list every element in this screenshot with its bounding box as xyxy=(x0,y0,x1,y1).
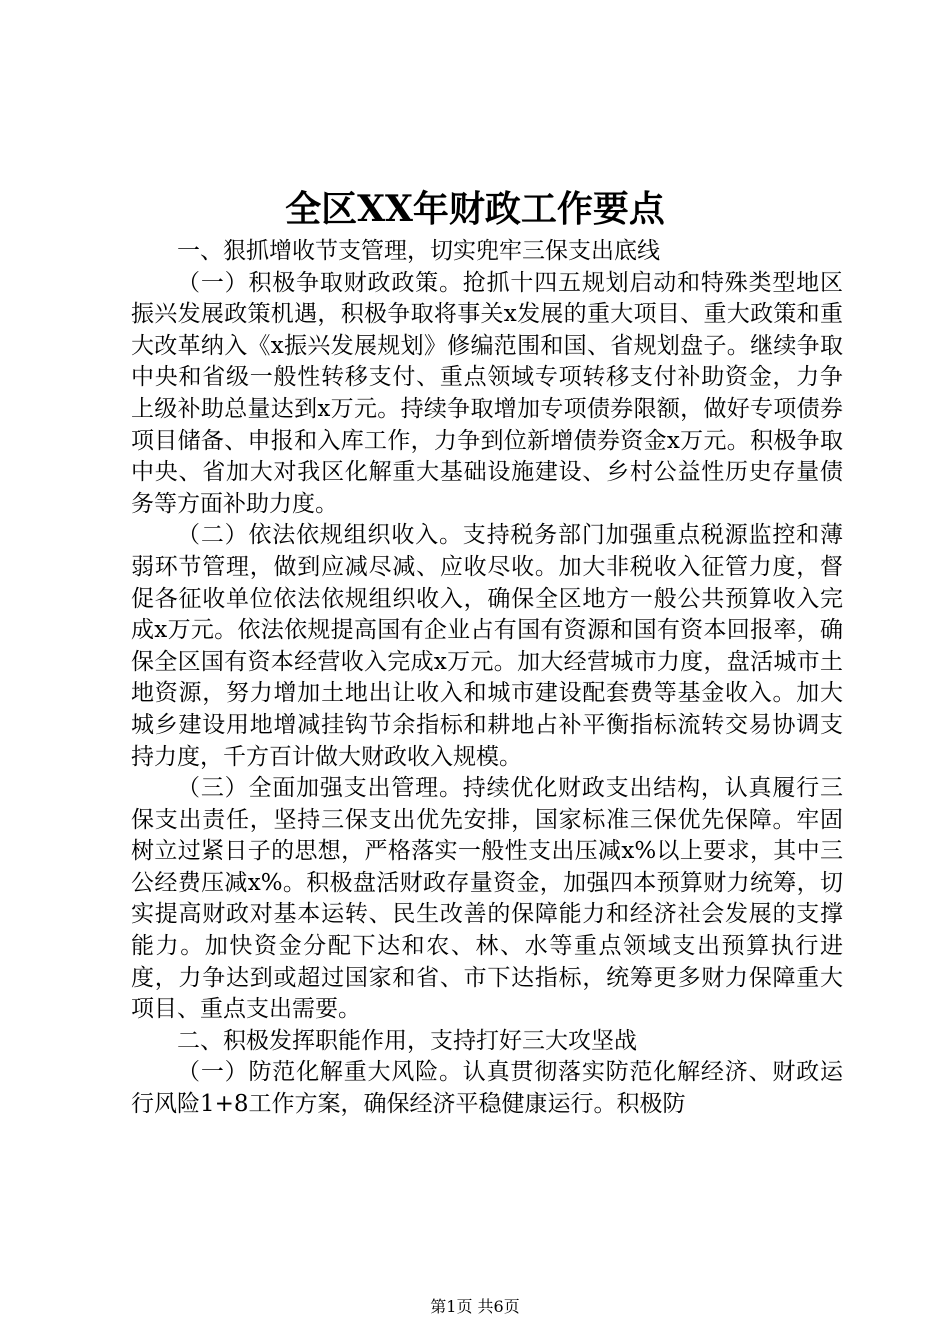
document-title: 全区XX年财政工作要点 xyxy=(285,188,665,230)
paragraph-1-2: （二）依法依规组织收入。支持税务部门加强重点税源监控和薄弱环节管理，做到应减尽减、应收尽收。加大非税收入征管力度，督促各征收单位依法依规组织收入，确保全区地方一般公共预算收入完成x万元。依法依规提高国有企业占有国有资源和国有资本回报率，确保全区国有资本经营收入完成x万元。加大经营城市力度，盘活城市土地资源，努力增加土地出让收入和城市建设配套费等基金收入。加大城乡建设用地增减挂钩节余指标和耕地占补平衡指标流转交易协调支持力度，千方百计做大财政收入规模。 xyxy=(131,522,843,770)
page-footer: 第1页 共6页 xyxy=(430,1297,520,1316)
section-heading-2: 二、积极发挥职能作用，支持打好三大攻坚战 xyxy=(177,1027,637,1054)
document-body xyxy=(131,236,843,1121)
paragraph-1-3: （三）全面加强支出管理。持续优化财政支出结构，认真履行三保支出责任，坚持三保支出优先安排，国家标准三保优先保障。牢固树立过紧日子的思想，严格落实一般性支出压减x%以上要求，其中三公经费压减x%。积极盘活财政存量资金，加强四本预算财力统筹，切实提高财政对基本运转、民生改善的保障能力和经济社会发展的支撑能力。加快资金分配下达和农、林、水等重点领域支出预算执行进度，力争达到或超过国家和省、市下达指标，统筹更多财力保障重大项目、重点支出需要。 xyxy=(131,775,843,1023)
paragraph-1-1: （一）积极争取财政政策。抢抓十四五规划启动和特殊类型地区振兴发展政策机遇，积极争取将事关x发展的重大项目、重大政策和重大改革纳入《x振兴发展规划》修编范围和国、省规划盘子。继续争取中央和省级一般性转移支付、重点领域专项转移支付补助资金，力争上级补助总量达到x万元。持续争取增加专项债券限额，做好专项债券项目储备、申报和入库工作，力争到位新增债券资金x万元。积极争取中央、省加大对我区化解重大基础设施建设、乡村公益性历史存量债务等方面补助力度。 xyxy=(131,269,843,517)
section-heading-1: 一、狠抓增收节支管理，切实兜牢三保支出底线 xyxy=(177,238,660,264)
paragraph-2-1: （一）防范化解重大风险。认真贯彻落实防范化解经济、财政运行风险1+8工作方案，确保经济平稳健康运行。积极防 xyxy=(131,1059,843,1118)
